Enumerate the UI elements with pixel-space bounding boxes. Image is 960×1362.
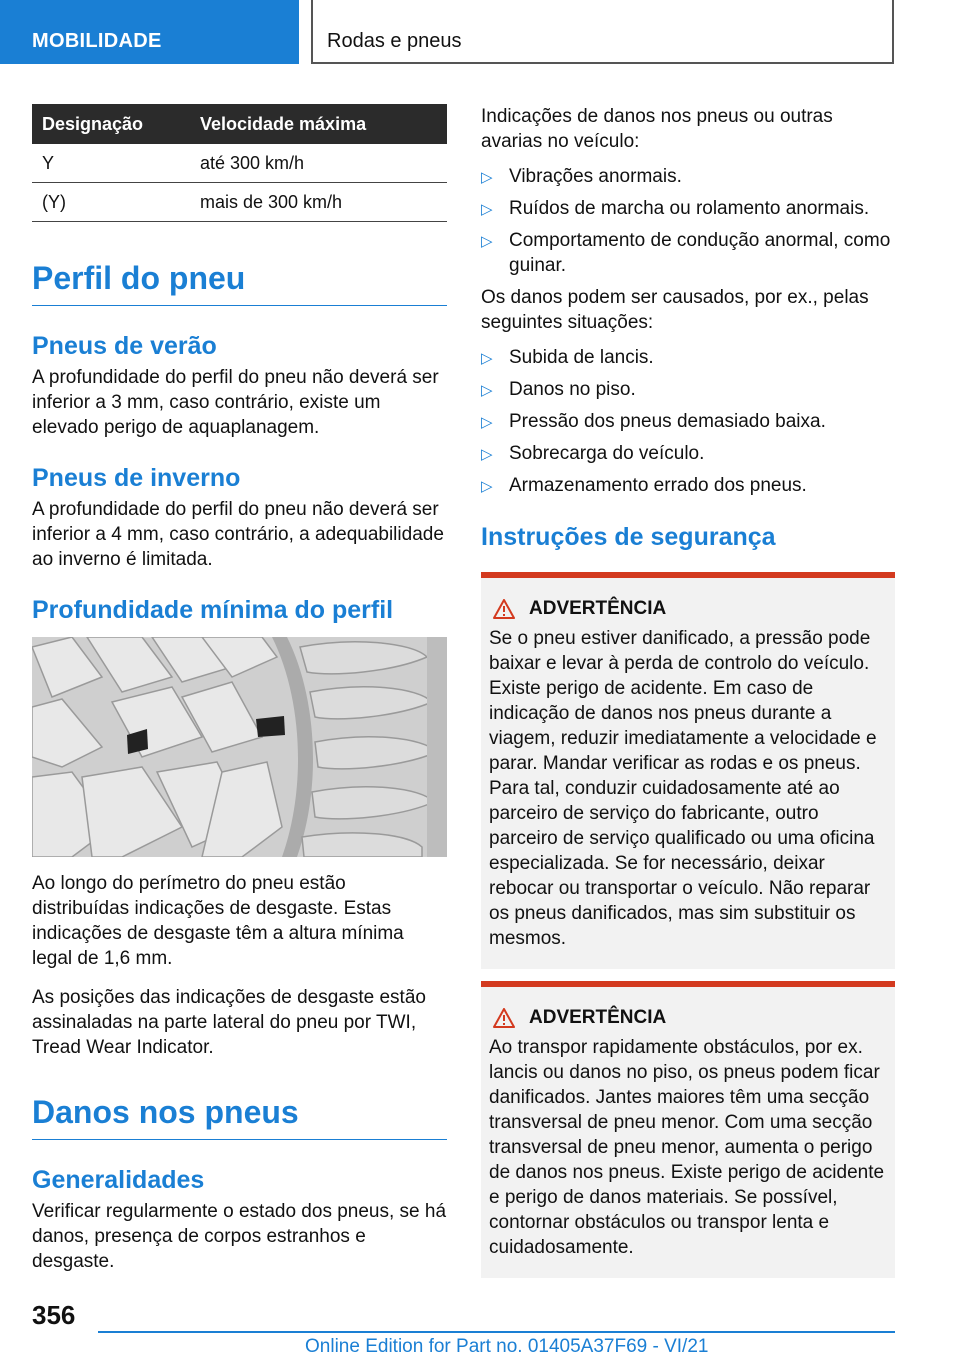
triangle-bullet-icon: ▷ (481, 350, 493, 367)
list-item: ▷ Armazenamento errado dos pneus. (481, 473, 895, 498)
triangle-bullet-icon: ▷ (481, 446, 493, 463)
paragraph-verao: A profundidade do perfil do pneu não deverá ser inferior a 3 mm, caso contrário, existe um elevado perigo de aquaplanagem. (32, 367, 439, 438)
heading-seguranca: Instruções de segurança (481, 523, 776, 551)
paragraph-intro: Indicações de danos nos pneus ou outras avarias no veículo: (481, 106, 833, 152)
list-item: ▷ Sobrecarga do veículo. (481, 441, 895, 466)
list-item: ▷ Vibrações anormais. (481, 164, 895, 189)
list-item: ▷ Subida de lancis. (481, 345, 895, 370)
list-item: ▷ Danos no piso. (481, 377, 895, 402)
triangle-bullet-icon: ▷ (481, 233, 493, 250)
page-number: 356 (32, 1300, 76, 1330)
triangle-bullet-icon: ▷ (481, 414, 493, 431)
heading-verao: Pneus de verão (32, 332, 217, 360)
table-header: Velocidade máxima (200, 104, 447, 144)
chapter-label: Rodas e pneus (327, 30, 462, 52)
warning-triangle-icon (493, 599, 515, 619)
section-label: MOBILIDADE (32, 30, 162, 52)
table-header: Designação (32, 104, 200, 144)
warning-box (481, 572, 895, 969)
chapter-header (311, 0, 894, 64)
heading-generalidades: Generalidades (32, 1166, 205, 1194)
warning-triangle-icon (493, 1008, 515, 1028)
paragraph-causes: Os danos podem ser causados, por ex., pelas seguintes situações: (481, 287, 869, 333)
warning-text: Se o pneu estiver danificado, a pressão pode baixar e levar à perda de controlo do veículo. Existe perigo de acidente. Em caso de indicação de danos nos pneus durante a viagem, reduzir imediatamente a velocidade e parar. Mandar verificar as rodas e os pneus. Para tal, conduzir cuidadosamente até ao parceiro de serviço do fabricante, outro parceiro de serviço qualificado ou uma oficina especializada. Se for necessário, deixar rebocar ou transportar o veículo. Não reparar os pneus danificados, mas sim substituir os mesmos. (489, 628, 877, 949)
list-item: ▷ Comportamento de condução anormal, como guinar. (481, 230, 891, 276)
table-cell: Y (32, 144, 200, 183)
causes-list (481, 345, 895, 498)
table-cell: (Y) (32, 183, 200, 222)
paragraph-twi-2: As posições das indicações de desgaste estão assinaladas na parte lateral do pneu por TWI, Tread Wear Indicator. (32, 987, 426, 1058)
speed-table (32, 104, 447, 222)
heading-danos: Danos nos pneus (32, 1094, 447, 1140)
heading-perfil: Perfil do pneu (32, 260, 447, 306)
list-item: ▷ Pressão dos pneus demasiado baixa. (481, 409, 895, 434)
edition-note: Online Edition for Part no. 01405A37F69 - VI/21 (305, 1336, 709, 1357)
heading-inverno: Pneus de inverno (32, 464, 241, 492)
footer-divider (98, 1331, 895, 1333)
paragraph-twi-1: Ao longo do perímetro do pneu estão distribuídas indicações de desgaste. Estas indicações de desgaste têm a altura mínima legal de 1,6 mm. (32, 873, 404, 969)
warning-title: ADVERTÊNCIA (493, 1007, 887, 1029)
table-cell: até 300 km/h (200, 144, 447, 183)
triangle-bullet-icon: ▷ (481, 169, 493, 186)
paragraph-inverno: A profundidade do perfil do pneu não deverá ser inferior a 4 mm, caso contrário, a adequabilidade ao inverno é limitada. (32, 499, 444, 570)
triangle-bullet-icon: ▷ (481, 201, 493, 218)
left-column (32, 104, 447, 1274)
table-row (32, 183, 447, 222)
heading-profundidade: Profundidade mínima do perfil (32, 596, 394, 624)
table-cell: mais de 300 km/h (200, 183, 447, 222)
table-header-row (32, 104, 447, 144)
warning-text: Ao transpor rapidamente obstáculos, por ex. lancis ou danos no piso, os pneus podem ficar danificados. Jantes maiores têm uma secção transversal de pneu menor. Com uma secção transversal de pneu menor, aumenta o perigo de danos nos pneus. Existe perigo de acidente e perigo de danos materiais. Se possível, contornar obstáculos ou transpor lenta e cuidadosamente. (489, 1037, 885, 1258)
table-row (32, 144, 447, 183)
warning-title: ADVERTÊNCIA (493, 598, 887, 620)
triangle-bullet-icon: ▷ (481, 478, 493, 495)
symptoms-list (481, 164, 895, 278)
section-tab (0, 0, 299, 64)
paragraph-generalidades: Verificar regularmente o estado dos pneus, se há danos, presença de corpos estranhos e desgaste. (32, 1201, 447, 1272)
list-item: ▷ Ruídos de marcha ou rolamento anormais. (481, 196, 895, 221)
right-column (481, 104, 895, 1278)
tire-tread-illustration (32, 637, 447, 857)
warning-box (481, 981, 895, 1278)
triangle-bullet-icon: ▷ (481, 382, 493, 399)
